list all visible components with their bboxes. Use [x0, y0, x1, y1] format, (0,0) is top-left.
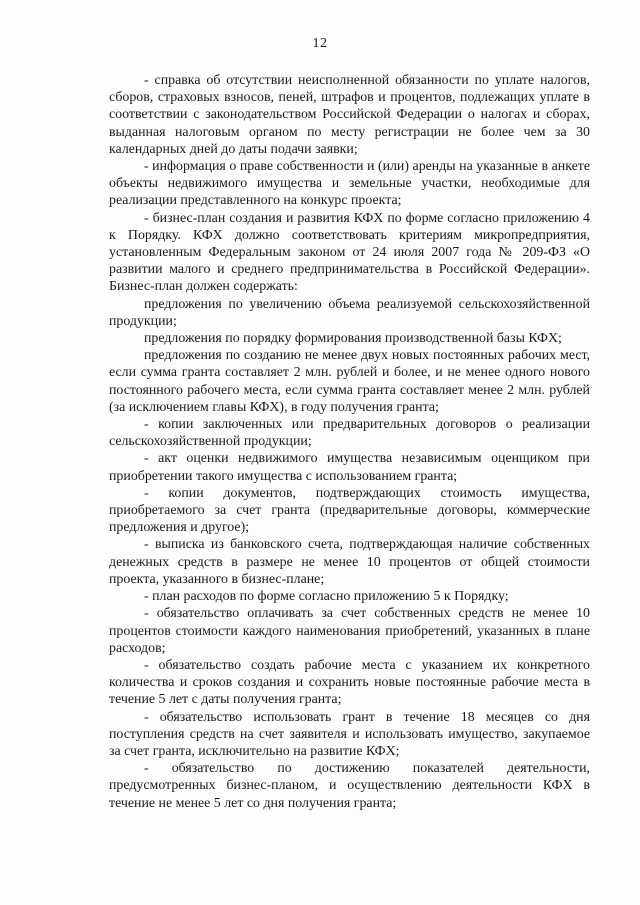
- paragraph-grant-use-obligation: - обязательство использовать грант в течение 18 месяцев со дня поступления средств на счет заявителя и использовать имущество, закупаемое за счет гранта, исключительно на развитие КФХ;: [109, 709, 590, 759]
- paragraph-tax-certificate: - справка об отсутствии неисполненной обязанности по уплате налогов, сборов, страховых взносов, пеней, штрафов и процентов, подлежащих уплате в соответствии с законодательством Российской Федерации о налогах и сборах, выданная налоговым органом по месту регистрации не более чем за 30 календарных дней до даты подачи заявки;: [109, 73, 590, 157]
- paragraph-performance-obligation: - обязательство по достижению показателей деятельности, предусмотренных бизнес-планом, и осуществлению деятельности КФХ в течение не менее 5 лет со дня получения гранта;: [109, 761, 590, 811]
- paragraph-job-creation-proposals: предложения по созданию не менее двух новых постоянных рабочих мест, если сумма гранта составляет 2 млн. рублей и более, и не менее одного нового постоянного рабочего места, если сумма гранта составляет менее 2 млн. рублей (за исключением главы КФХ), в году получения гранта;: [109, 348, 590, 415]
- paragraph-jobs-obligation: - обязательство создать рабочие места с указанием их конкретного количества и сроков создания и сохранить новые постоянные рабочие места в течение 5 лет с даты получения гранта;: [109, 657, 590, 708]
- paragraph-sales-increase-proposals: предложения по увеличению объема реализуемой сельскохозяйственной продукции;: [109, 296, 590, 329]
- page-number: 12: [312, 36, 328, 51]
- paragraph-cofinancing-obligation: - обязательство оплачивать за счет собственных средств не менее 10 процентов стоимости каждого наименования приобретений, указанных в плане расходов;: [109, 606, 590, 656]
- body-text: [109, 72, 590, 812]
- paragraph-expense-plan: - план расходов по форме согласно приложению 5 к Порядку;: [144, 589, 509, 605]
- paragraph-property-rights-info: - информация о праве собственности и (или) аренды на указанные в анкете объекты недвижимого имущества и земельные участки, необходимые для реализации представленного на конкурс проекта;: [109, 159, 590, 209]
- paragraph-bank-statement: - выписка из банковского счета, подтверждающая наличие собственных денежных средств в размере не менее 10 процентов от общей стоимости проекта, указанного в бизнес-плане;: [109, 537, 590, 587]
- paragraph-sales-contracts: - копии заключенных или предварительных договоров о реализации сельскохозяйственной продукции;: [109, 417, 590, 450]
- paragraph-production-base-proposals: предложения по порядку формирования производственной базы КФХ;: [144, 331, 562, 347]
- paragraph-property-valuation-act: - акт оценки недвижимого имущества независимым оценщиком при приобретении такого имущества с использованием гранта;: [109, 451, 590, 484]
- paragraph-business-plan: - бизнес-план создания и развития КФХ по форме согласно приложению 4 к Порядку. КФХ должно соответствовать критериям микропредприятия, установленным Федеральным законом от 24 июля 2007 года № 209-ФЗ «О развитии малого и среднего предпринимательства в Российской Федерации». Бизнес-план должен содержать:: [109, 210, 590, 295]
- paragraph-cost-documents: - копии документов, подтверждающих стоимость имущества, приобретаемого за счет гранта (предварительные договоры, коммерческие предложения и другое);: [109, 485, 590, 536]
